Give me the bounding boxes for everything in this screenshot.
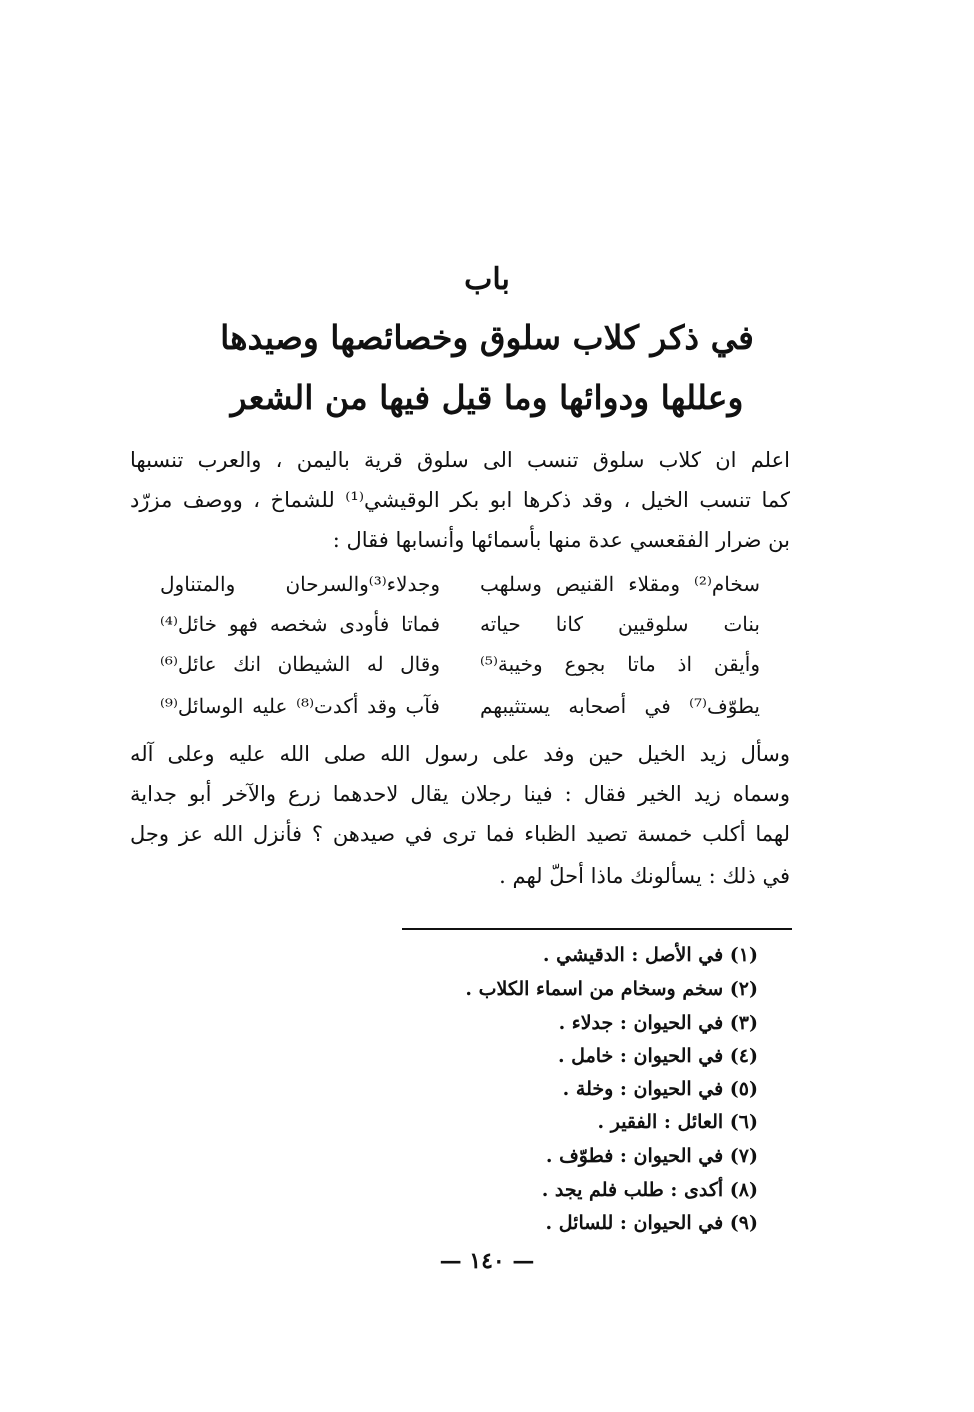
verse-4-second-hemistich: فآب وقد أكدت⁽⁸⁾ عليه الوسائل⁽⁹⁾ xyxy=(160,694,440,718)
footnote-2: (٢) سخم وسخام من اسماء الكلاب . xyxy=(465,978,758,1000)
intro-line-3: بن ضرار الفقعسي عدة منها بأسمائها وأنسابها فقال : xyxy=(332,528,790,552)
verse-2-second-hemistich: فماتا فأودى شخصه فهو خائل⁽⁴⁾ xyxy=(160,612,440,636)
footnote-1: (١) في الأصل : الدقيشي . xyxy=(542,944,758,966)
verse-4 xyxy=(150,694,760,726)
footnote-5: (٥) في الحيوان : وخلة . xyxy=(562,1078,758,1100)
paragraph-2-line-3: لهما أكلب خمسة تصيد الظباء فما ترى في صيدهن ؟ فأنزل الله عز وجل xyxy=(130,822,790,846)
footnote-8: (٨) أكدى : طلب فلم يجد . xyxy=(541,1179,758,1201)
paragraph-2-line-1: وسأل زيد الخيل حين وفد على رسول الله صلى الله عليه وعلى آله xyxy=(130,742,790,766)
paragraph-2-line-4: في ذلك : يسألونك ماذا أحلّ لهم . xyxy=(499,864,790,888)
verse-1-first-hemistich: سخام⁽²⁾ ومقلاء القنيص وسلهب xyxy=(480,572,760,596)
footnote-4: (٤) في الحيوان : خامل . xyxy=(557,1045,758,1067)
chapter-title-line-2: وعللها ودوائها وما قيل فيها من الشعر xyxy=(230,378,744,417)
chapter-title-line-1: في ذكر كلاب سلوق وخصائصها وصيدها xyxy=(220,318,754,357)
paragraph-2-line-2: وسماه زيد الخير فقال : فينا رجلان يقال لاحدهما زرع والآخر أبو جداية xyxy=(130,782,790,806)
verse-2 xyxy=(150,612,760,644)
verse-3-first-hemistich: وأيقن اذ ماتا بجوع وخيبة⁽⁵⁾ xyxy=(480,652,760,676)
chapter-label: باب xyxy=(464,262,510,297)
verse-1 xyxy=(150,572,760,604)
footnote-9: (٩) في الحيوان : للسائل . xyxy=(545,1212,758,1234)
intro-line-2: كما تنسب الخيل ، وقد ذكرها ابو بكر الوقيشي⁽¹⁾ للشماخ ، ووصف مزرّد xyxy=(130,488,790,512)
footnote-6: (٦) العائل : الفقير . xyxy=(597,1111,758,1133)
verse-2-first-hemistich: بنات سلوقيين كانا حياته xyxy=(480,612,760,636)
intro-line-1: اعلم ان كلاب سلوق تنسب الى سلوق قرية باليمن ، والعرب تنسبها xyxy=(130,448,790,472)
verse-1-second-hemistich: وجدلاء⁽³⁾والسرحان والمتناول xyxy=(160,572,440,596)
footnote-divider xyxy=(402,928,792,930)
verse-3 xyxy=(150,652,760,684)
footnote-3: (٣) في الحيوان : جدلاء . xyxy=(558,1012,758,1034)
page-number: — ١٤٠ — xyxy=(439,1248,535,1274)
footnote-7: (٧) في الحيوان : فطوّف . xyxy=(545,1145,758,1167)
verse-4-first-hemistich: يطوّف⁽⁷⁾ في أصحابه يستثيبهم xyxy=(480,694,760,718)
verse-3-second-hemistich: وقال له الشيطان انك عائل⁽⁶⁾ xyxy=(160,652,440,676)
